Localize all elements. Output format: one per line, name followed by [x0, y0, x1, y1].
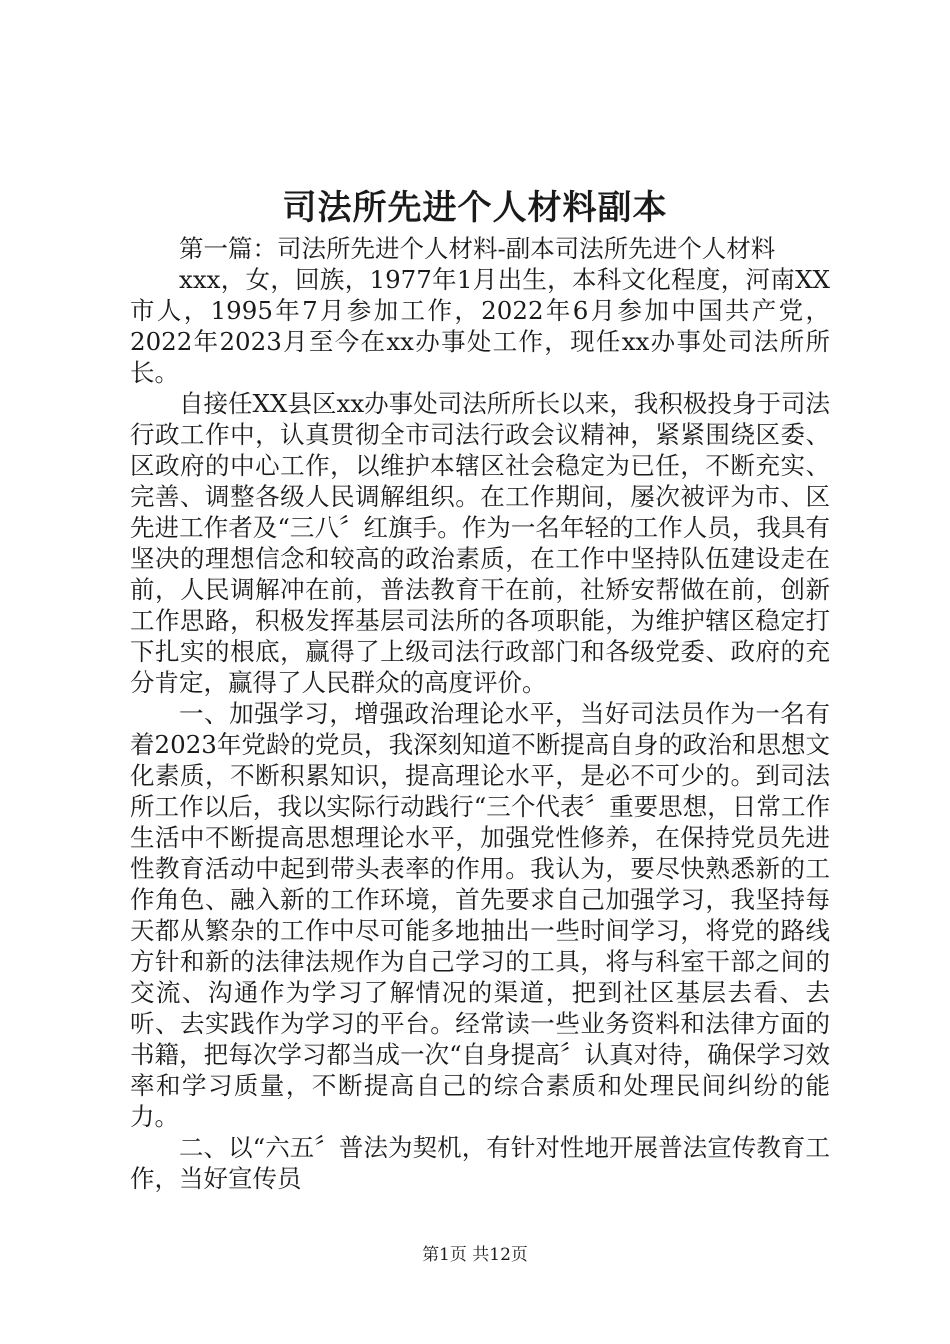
paragraph-bio: xxx，女，回族，1977年1月出生，本科文化程度，河南XX市人，1995年7月参加工作，2022年6月参加中国共产党，2022年2023月至今在xx办事处工作，现任xx办事处司法所所长。	[130, 265, 830, 387]
document-body	[130, 233, 830, 1194]
document-title: 司法所先进个人材料副本	[282, 188, 668, 228]
paragraph-overview: 自接任XX县区xx办事处司法所所长以来，我积极投身于司法行政工作中，认真贯彻全市司法行政会议精神，紧紧围绕区委、区政府的中心工作，以维护本辖区社会稳定为已任，不断充实、完善、调整各级人民调解组织。在工作期间，屡次被评为市、区先进工作者及“三八〞红旗手。作为一名年轻的工作人员，我具有坚决的理想信念和较高的政治素质，在工作中坚持队伍建设走在前，人民调解冲在前，普法教育干在前，社矫安帮做在前，创新工作思路，积极发挥基层司法所的各项职能，为维护辖区稳定打下扎实的根底，赢得了上级司法行政部门和各级党委、政府的充分肯定，赢得了人民群众的高度评价。	[130, 389, 830, 697]
paragraph-section-one: 一、加强学习，增强政治理论水平，当好司法员作为一名有着2023年党龄的党员，我深刻知道不断提高自身的政治和思想文化素质，不断积累知识，提高理论水平，是必不可少的。到司法所工作以后，我以实际行动践行“三个代表〞重要思想，日常工作生活中不断提高思想理论水平，加强党性修养，在保持党员先进性教育活动中起到带头表率的作用。我认为，要尽快熟悉新的工作角色、融入新的工作环境，首先要求自己加强学习，我坚持每天都从繁杂的工作中尽可能多地抽出一些时间学习，将党的路线方针和新的法律法规作为自己学习的工具，将与科室干部之间的交流、沟通作为学习了解情况的渠道，把到社区基层去看、去听、去实践作为学习的平台。经常读一些业务资料和法律方面的书籍，把每次学习都当成一次“自身提高〞认真对待，确保学习效率和学习质量，不断提高自己的综合素质和处理民间纠纷的能力。	[130, 699, 830, 1131]
paragraph-heading: 第一篇：司法所先进个人材料-副本司法所先进个人材料	[179, 234, 776, 263]
paragraph-section-two: 二、以“六五〞普法为契机，有针对性地开展普法宣传教育工作，当好宣传员	[130, 1133, 830, 1193]
page-number-footer: 第1页 共12页	[422, 1245, 528, 1265]
